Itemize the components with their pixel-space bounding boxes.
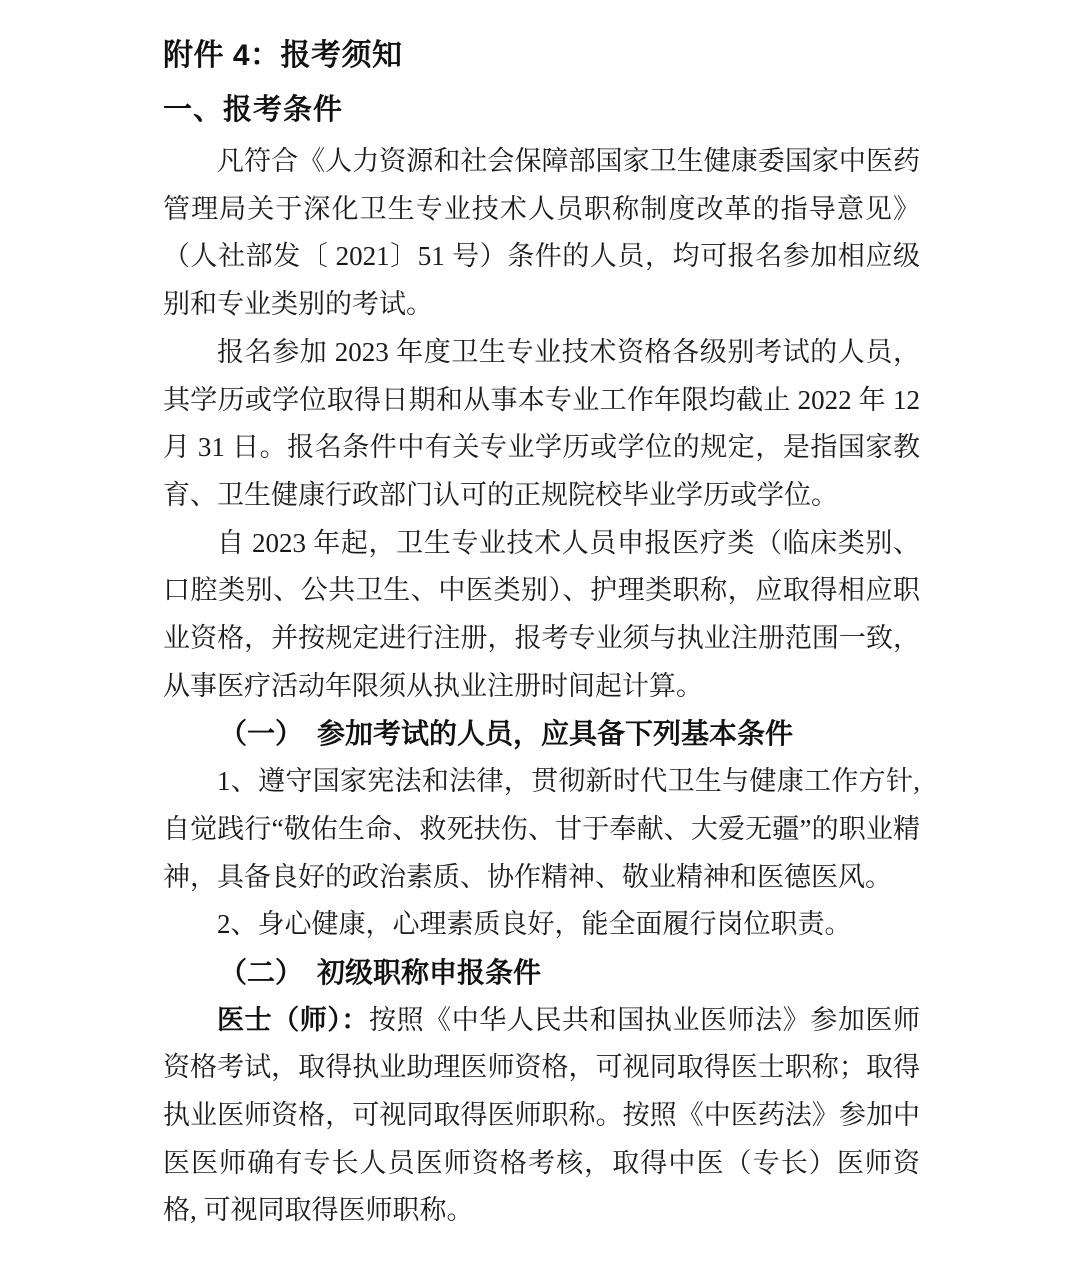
- paragraph-junior-title-body: 按照《中华人民共和国执业医师法》参加医师资格考试，取得执业助理医师资格，可视同取得医士职称；取得执业医师资格，可视同取得医师职称。按照《中医药法》参加中医医师确有专长人员医师资格考核，取得中医（专长）医师资格, 可视同取得医师职称。: [163, 1004, 921, 1226]
- paragraph-eligibility: 凡符合《人力资源和社会保障部国家卫生健康委国家中医药管理局关于深化卫生专业技术人员职称制度改革的指导意见》（人社部发〔 2021〕51 号）条件的人员，均可报名参加相应级别和专业类别的考试。: [163, 146, 920, 320]
- section-1-heading: 一、报考条件: [163, 94, 344, 126]
- paragraph-junior-title: [163, 997, 920, 1236]
- paragraph-junior-title-lead: 医士（师）：: [217, 1004, 369, 1035]
- basic-condition-item-2: 2、身心健康，心理素质良好，能全面履行岗位职责。: [217, 909, 852, 940]
- subsection-1-heading: （一） 参加考试的人员，应具备下列基本条件: [219, 718, 794, 750]
- basic-condition-item-1: 1、遵守国家宪法和法律，贯彻新时代卫生与健康工作方针, 自觉践行“敬佑生命、救死扶伤、甘于奉献、大爱无疆”的职业精神，具备良好的政治素质、协作精神、敬业精神和医德医风。: [163, 766, 920, 892]
- subsection-2-heading: （二） 初级职称申报条件: [219, 956, 542, 988]
- paragraph-deadline: 报名参加 2023 年度卫生专业技术资格各级别考试的人员，其学历或学位取得日期和从事本专业工作年限均截止 2022 年 12 月 31 日。报名条件中有关专业学历或学位的规定，是指国家教育、卫生健康行政部门认可的正规院校毕业学历或学位。: [163, 336, 920, 510]
- attachment-title: 附件 4：报考须知: [163, 39, 403, 72]
- paragraph-registration-rule: 自 2023 年起，卫生专业技术人员申报医疗类（临床类别、口腔类别、公共卫生、中医类别）、护理类职称，应取得相应职业资格，并按规定进行注册，报考专业须与执业注册范围一致，从事医疗活动年限须从执业注册时间起计算。: [163, 527, 920, 701]
